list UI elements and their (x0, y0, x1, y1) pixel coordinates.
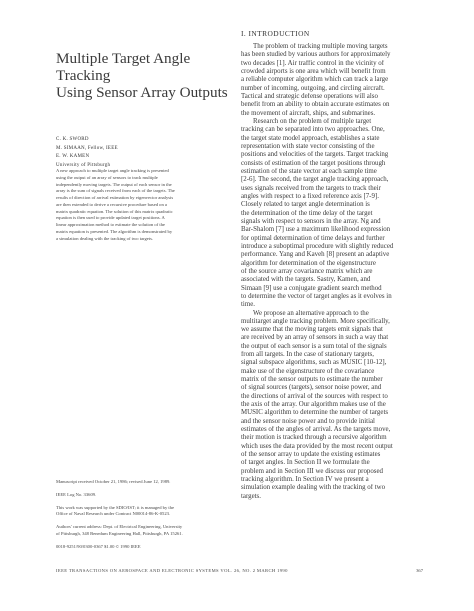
body-line: Bar-Shalom [7] use a maximum likelihood expression (241, 226, 391, 234)
body-line: Simaan [9] use a conjugate gradient search method (241, 284, 382, 292)
body-line: the movement of aircraft, ships, and submarines. (241, 109, 376, 117)
title-line: Multiple Target Angle Tracking (56, 50, 191, 84)
body-line: Research on the problem of multiple target (253, 117, 372, 125)
body-line: introduce a suboptimal procedure with slightly reduced (241, 242, 394, 250)
body-line: a reliable computer algorithm which can track a large (241, 76, 389, 84)
paper-title (56, 50, 231, 101)
body-line: from all targets. In the case of stationary targets, (241, 351, 374, 359)
introduction-body (241, 43, 421, 501)
author-name: M. SIMAAN, Fellow, IEEE (56, 145, 118, 151)
body-line: angles with respect to a fixed reference axis [7-9]. (241, 192, 379, 200)
body-line: crowded airports is one area which will benefit from (241, 67, 386, 75)
body-line: the target state model approach, establishes a state (241, 134, 380, 142)
body-line: MUSIC algorithm to determine the number of targets (241, 409, 389, 417)
abstract-line: a simulation dealing with the tracking of two targets. (56, 235, 154, 241)
abstract-line: linear approximation method to estimate the solution of the (56, 222, 165, 227)
abstract-line: using the output of an array of sensors to track multiple (56, 174, 158, 180)
body-line: algorithm for determination of the eigenstructure (241, 259, 376, 267)
body-line: number of incoming, outgoing, and circling aircraft. (241, 84, 385, 92)
abstract-line: independently moving targets. The output of each sensor in the (56, 181, 172, 187)
body-line: Tactical and strategic defense operations will also (241, 92, 378, 100)
body-line: simulation example dealing with the tracking of two (241, 484, 386, 492)
abstract-line: array is the sum of signals received from each of the targets. The (56, 188, 175, 194)
body-line: which uses the data provided by the most recent output (241, 442, 393, 450)
body-line: the output of each sensor is a sum total of the signals (241, 342, 387, 350)
body-line: matrix of the sensor outputs to estimate the number (241, 376, 383, 384)
body-line: of the source array covariance matrix which are (241, 267, 373, 275)
body-line: Closely related to target angle determination is (241, 201, 370, 209)
address-note: Authors' current address: Dept. of Electrical Engineering, University (56, 524, 183, 529)
abstract-line: equation is then used to provide updated target positions. A (56, 215, 165, 221)
support-note: This work was supported by the SDIO/IST; it is managed by the (56, 504, 175, 510)
body-line: for optimal determination of time delays and further (241, 234, 385, 242)
body-line: time. (241, 301, 255, 309)
body-line: [2-6]. The second, the target angle tracking approach, (241, 176, 389, 184)
body-line: performance. Yang and Kaveh [8] present an adaptive (241, 251, 390, 259)
footnotes (56, 479, 231, 550)
body-line: benefit from an ability to obtain accurate estimates on (241, 101, 390, 109)
page-number: 367 (416, 568, 423, 573)
body-line: signal subspace algorithms, such as MUSIC [10-12], (241, 359, 387, 367)
address-note: of Pittsburgh, 348 Benedum Engineering Hall, Pittsburgh, PA 15261. (56, 530, 183, 536)
abstract-line: matrix quadratic equation. The solution of this matrix quadratic (56, 208, 173, 214)
body-line: the directions of arrival of the sources with respect to (241, 392, 388, 400)
manuscript-note: Manuscript received October 21, 1986; revised June 12, 1989. (56, 479, 171, 484)
abstract-line: are then extended to derive a recursive procedure based on a (56, 201, 167, 207)
body-line: the axis of the array. Our algorithm makes use of the (241, 401, 386, 409)
author-name: E. W. KAMEN (56, 154, 90, 160)
abstract-line: matrix equation is presented. The algorithm is demonstrated by (56, 228, 173, 234)
body-line: to determine the vector of target angles as it evolves in (241, 292, 392, 300)
abstract-line: A new approach to multiple target angle tracking is presented (56, 168, 169, 173)
section-heading: I. INTRODUCTION (241, 29, 310, 38)
body-line: their motion is tracked through a recursive algorithm (241, 434, 387, 442)
body-line: are received by an array of sensors in such a way that (241, 334, 389, 342)
journal-footer: IEEE TRANSACTIONS ON AEROSPACE AND ELECTRONIC SYSTEMS VOL. 26, NO. 2 MARCH 1990 (56, 568, 288, 573)
abstract-line: results of direction of arrival estimation by eigenvector analysis (56, 195, 174, 200)
body-line: targets. (241, 492, 261, 500)
body-line: of target angles. In Section II we formulate the (241, 459, 370, 467)
body-line: and the sensor noise power and to provide initial (241, 417, 375, 425)
body-line: we assume that the moving targets emit signals that (241, 326, 383, 334)
body-line: positions and velocities of the targets. Target tracking (241, 151, 389, 159)
body-line: estimation of the state vector at each sample time (241, 167, 377, 175)
body-line: make use of the eigenstructure of the covariance (241, 367, 375, 375)
body-line: signals with respect to sensors in the array. Ng and (241, 217, 381, 225)
body-line: multitarget angle tracking problem. More specifically, (241, 317, 390, 325)
body-line: representation with state vector consisting of the (241, 142, 375, 150)
body-line: problem and in Section III we discuss our proposed (241, 467, 383, 475)
abstract (56, 168, 231, 242)
body-line: uses signals received from the targets to track their (241, 184, 381, 192)
author-affiliation: University of Pittsburgh (56, 163, 111, 169)
body-line: two decades [1]. Air traffic control in the vicinity of (241, 59, 385, 67)
body-line: tracking algorithm. In Section IV we present a (241, 476, 369, 484)
body-line: of the sensor array to update the existing estimates (241, 451, 381, 459)
body-line: the determination of the time delay of the target (241, 209, 373, 217)
body-line: The problem of tracking multiple moving targets (253, 43, 388, 50)
ieee-log-note: IEEE Log No. 33609. (56, 491, 97, 497)
body-line: of signal sources (targets), sensor noise power, and (241, 384, 382, 392)
title-line: Using Sensor Array Outputs (56, 84, 228, 101)
support-note: Office of Naval Research under Contract N00014-86-K-0523. (56, 511, 171, 517)
body-line: associated with the targets. Sastry, Kamen, and (241, 276, 371, 284)
author-block (56, 136, 206, 171)
author-name: C. K. SWORD (56, 137, 89, 142)
body-line: consists of estimation of the target positions through (241, 159, 386, 167)
body-line: We propose an alternative approach to the (253, 309, 369, 317)
body-line: estimates of the angles of arrival. As the targets move, (241, 426, 391, 434)
copyright-note: 0018-9251/90/0300-0367 $1.00 © 1990 IEEE (56, 543, 141, 549)
body-line: tracking can be separated into two approaches. One, (241, 126, 385, 134)
body-line: has been studied by various authors for approximately (241, 51, 391, 59)
